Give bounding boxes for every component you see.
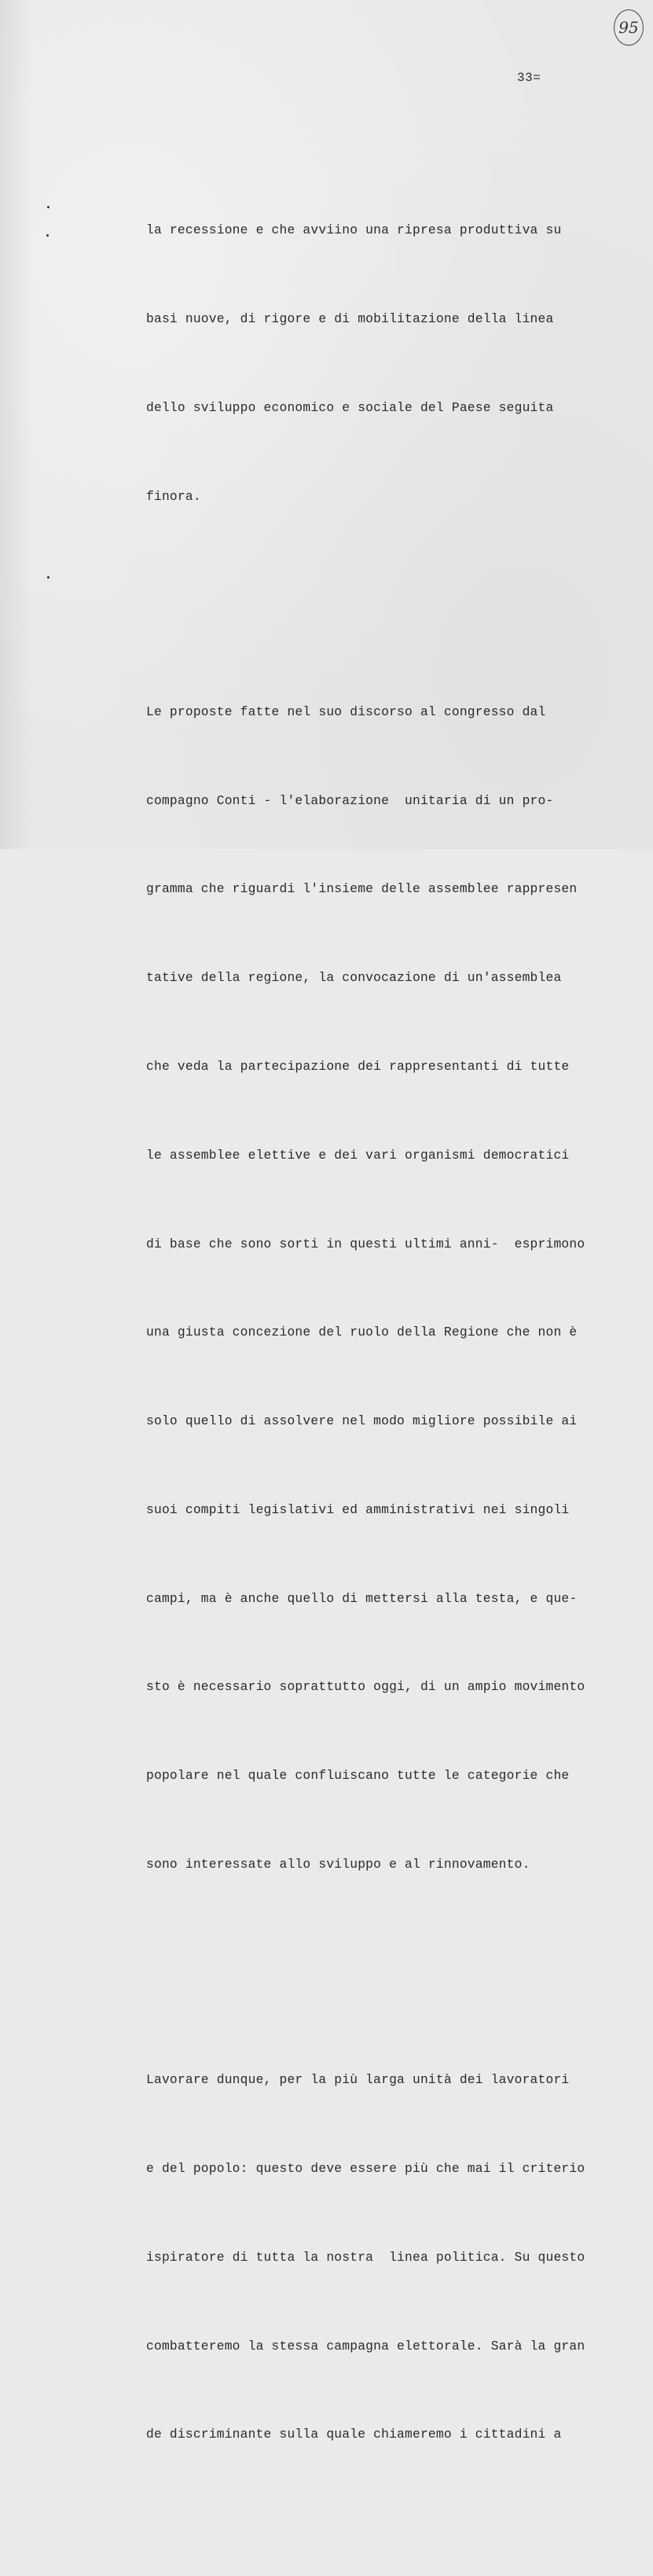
body-text (146, 97, 618, 2576)
paragraph-2 (146, 638, 618, 1938)
text-line: di base che sono sorti in questi ultimi anni- esprimono (146, 1236, 585, 1251)
text-line: Le proposte fatte nel suo discorso al congresso dal (146, 704, 546, 719)
text-line: le assemblee elettive e dei vari organismi democratici (146, 1147, 570, 1163)
text-line: la recessione e che avviino una ripresa produttiva su (146, 222, 562, 238)
text-line: de discriminante sulla quale chiameremo i cittadini a (146, 2427, 562, 2442)
text-line: una giusta concezione del ruolo della Regione che non è (146, 1325, 578, 1340)
text-line: dello sviluppo economico e sociale del Paese seguita (146, 399, 554, 415)
text-line: compagno Conti - l'elaborazione unitaria di un pro- (146, 792, 554, 808)
text-line: ispiratore di tutta la nostra linea politica. Su questo (146, 2249, 585, 2265)
margin-mark (46, 234, 49, 237)
text-line: sono interessate allo sviluppo e al rinnovamento. (146, 1857, 530, 1872)
text-line: solo quello di assolvere nel modo migliore possibile ai (146, 1413, 578, 1429)
text-line: Lavorare dunque, per la più larga unità dei lavoratori (146, 2072, 570, 2088)
text-line: e del popolo: questo deve essere più che mai il criterio (146, 2160, 585, 2176)
text-line: combatteremo la stessa campagna elettorale. Sarà la gran (146, 2338, 585, 2354)
page-number: 33= (517, 71, 541, 85)
margin-mark (47, 576, 50, 579)
paragraph-3 (146, 2006, 618, 2508)
folio-number-text: 95 (618, 18, 639, 37)
text-line: gramma che riguardi l'insieme delle assemblee rappresen (146, 881, 578, 897)
text-line: finora. (146, 488, 201, 504)
margin-mark (47, 206, 50, 208)
text-line: basi nuove, di rigore e di mobilitazione della linea (146, 311, 554, 327)
text-line: suoi compiti legislativi ed amministrativi nei singoli (146, 1501, 570, 1517)
paragraph-1 (146, 156, 618, 570)
text-line: tative della regione, la convocazione di un'assemblea (146, 970, 562, 986)
text-line: campi, ma è anche quello di mettersi alla testa, e que- (146, 1590, 578, 1606)
bleed-through-margin (0, 0, 31, 849)
text-line: popolare nel quale confluiscano tutte le categorie che (146, 1768, 570, 1784)
text-line: sto è necessario soprattutto oggi, di un ampio movimento (146, 1679, 585, 1695)
folio-number (614, 9, 644, 46)
text-line: che veda la partecipazione dei rappresentanti di tutte (146, 1059, 570, 1074)
